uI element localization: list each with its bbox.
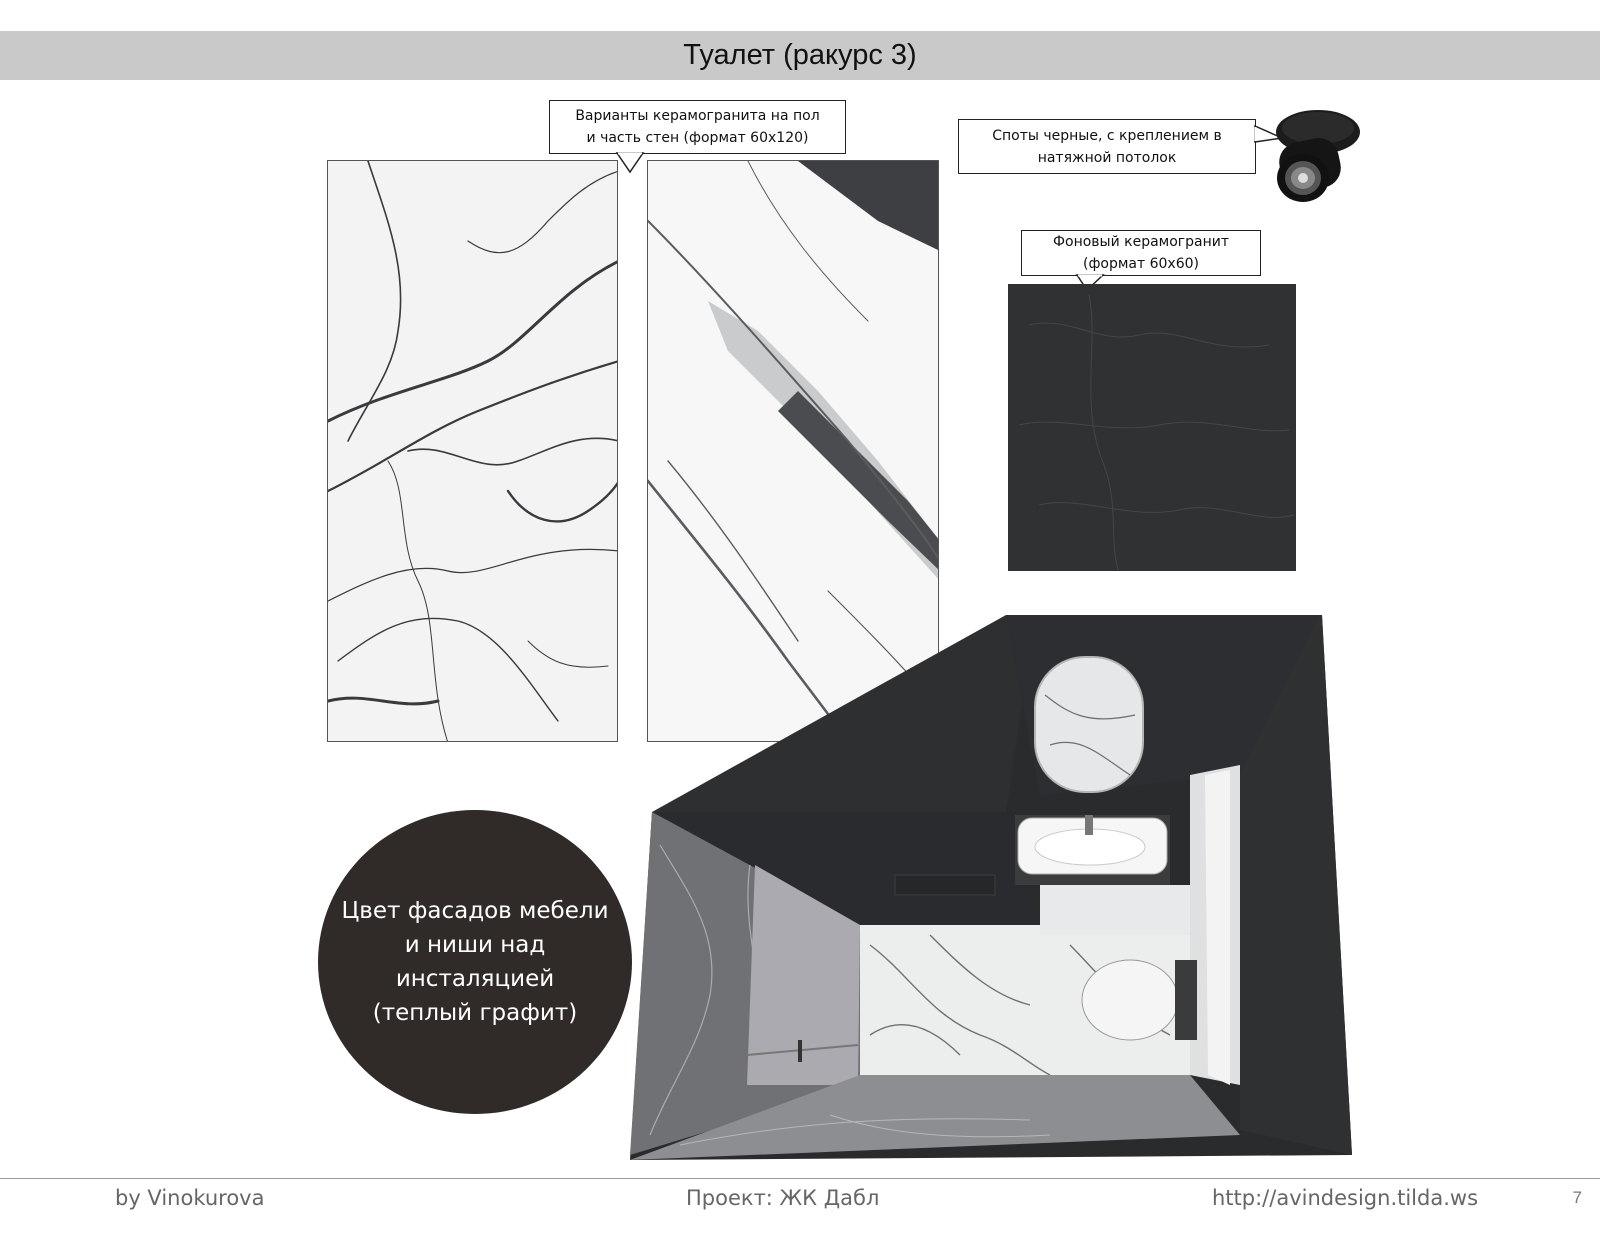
toilet-render-top-view	[630, 615, 1352, 1160]
spotlight-fixture-image	[1258, 100, 1368, 220]
page-title: Туалет (ракурс 3)	[683, 39, 917, 71]
title-bar	[0, 31, 1600, 80]
dark-tile-swatch	[1008, 284, 1296, 571]
callout-tiles-line1: Варианты керамогранита на пол	[575, 108, 820, 124]
callout-spots	[958, 119, 1256, 174]
footer-url[interactable]: http://avindesign.tilda.ws	[1212, 1186, 1479, 1210]
furniture-color-line1: Цвет фасадов мебели	[341, 898, 609, 924]
footer-project: Проект: ЖК Дабл	[686, 1186, 880, 1210]
footer-author: by Vinokurova	[115, 1186, 265, 1210]
callout-background-line2: (формат 60х60)	[1082, 256, 1199, 272]
callout-tiles-60x120	[549, 100, 846, 154]
callout-tiles-line2: и часть стен (формат 60х120)	[586, 130, 809, 146]
page-number: 7	[1572, 1188, 1582, 1207]
furniture-color-line3: инсталяцией	[395, 966, 555, 992]
callout-spots-line2: натяжной потолок	[1037, 149, 1177, 166]
callout-background-tile	[1021, 230, 1261, 276]
footer-divider	[0, 1178, 1600, 1179]
furniture-color-line2: и ниши над	[404, 932, 546, 958]
furniture-color-line4: (теплый графит)	[372, 1000, 578, 1026]
furniture-color-circle	[318, 810, 632, 1114]
marble-tile-variant-1	[327, 160, 618, 742]
callout-spots-line1: Споты черные, с креплением в	[992, 127, 1222, 144]
callout-tiles-pointer	[615, 152, 645, 174]
callout-background-line1: Фоновый керамогранит	[1052, 234, 1230, 250]
